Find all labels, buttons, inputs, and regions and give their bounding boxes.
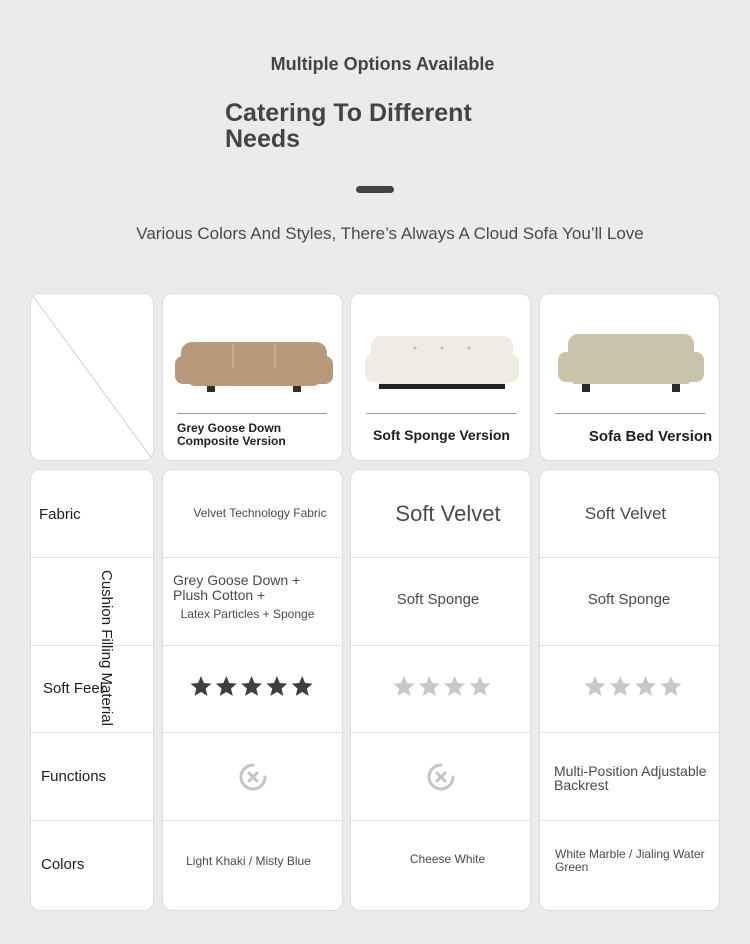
star-icon <box>660 676 681 696</box>
diagonal-line <box>31 294 154 461</box>
label-fabric: Fabric <box>39 506 81 523</box>
none-icon <box>236 760 270 794</box>
star-icon <box>241 676 262 696</box>
star-icon <box>610 676 631 696</box>
name-divider <box>177 413 327 414</box>
star-icon <box>444 676 465 696</box>
product-name: Soft Sponge Version <box>373 427 510 443</box>
product-card[interactable] <box>539 293 720 461</box>
title-divider <box>356 186 394 193</box>
star-icon <box>419 676 440 696</box>
cushion-value: Soft Sponge <box>396 591 480 608</box>
product-column <box>350 469 531 911</box>
label-colors: Colors <box>41 856 85 873</box>
label-functions: Functions <box>41 768 107 785</box>
colors-value: White Marble / Jialing Water Green <box>555 847 705 874</box>
fabric-value: Soft Velvet <box>584 504 667 523</box>
star-icon <box>585 676 606 696</box>
label-cushion: Cushion Filling Material <box>98 570 115 726</box>
star-icon <box>292 676 313 696</box>
corner-card <box>30 293 154 461</box>
sofa-image <box>365 330 519 394</box>
product-name: Grey Goose Down Composite Version <box>177 421 286 448</box>
fabric-value: Velvet Technology Fabric <box>193 506 327 520</box>
star-icon <box>216 676 237 696</box>
product-column <box>539 469 720 911</box>
star-icon <box>191 676 212 696</box>
name-divider <box>555 413 705 414</box>
none-icon <box>424 760 458 794</box>
sofa-image <box>175 332 333 398</box>
star-icon <box>469 676 490 696</box>
star-icon <box>635 676 656 696</box>
rating-stars <box>189 675 317 699</box>
label-soft-feel: Soft Feel <box>43 680 104 697</box>
fabric-value: Soft Velvet <box>395 501 501 526</box>
cushion-value-line1: Grey Goose Down + Plush Cotton + <box>173 572 301 603</box>
cushion-value: Soft Sponge <box>587 591 671 608</box>
page-title: Catering To Different Needs <box>225 99 472 153</box>
functions-value: Multi-Position Adjustable Backrest <box>554 763 707 793</box>
sofa-image <box>558 330 704 396</box>
label-column <box>30 469 154 911</box>
rating-stars <box>583 675 687 699</box>
colors-value: Light Khaki / Misty Blue <box>186 854 311 868</box>
page-subtitle: Various Colors And Styles, There’s Always A Cloud Sofa You’ll Love <box>136 224 644 243</box>
name-divider <box>366 413 516 414</box>
star-icon <box>394 676 415 696</box>
colors-value: Cheese White <box>409 852 486 866</box>
product-column <box>162 469 343 911</box>
cushion-value-line2: Latex Particles + Sponge <box>180 607 315 621</box>
product-name: Sofa Bed Version <box>588 428 713 445</box>
product-card[interactable] <box>162 293 343 461</box>
star-icon <box>266 676 287 696</box>
rating-stars <box>392 675 496 699</box>
product-card[interactable] <box>350 293 531 461</box>
eyebrow-text: Multiple Options Available <box>270 54 495 74</box>
